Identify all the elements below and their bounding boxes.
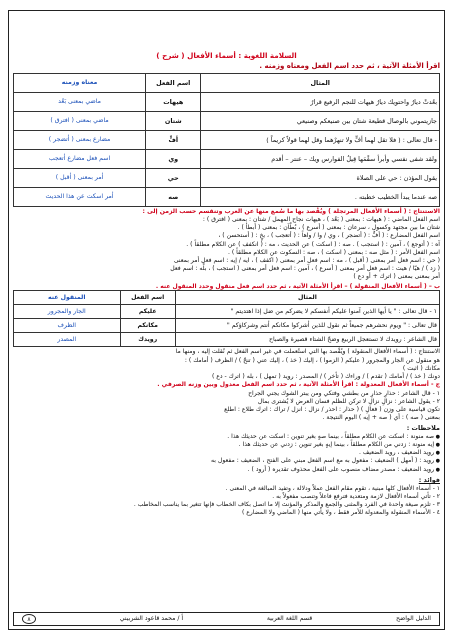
table-row xyxy=(14,333,440,347)
paragraph-line: الاستنتاج : ( أسماء الأفعال المنقولة ) ويُقْصد بها التي استُعملت في غير اسم الفعل ثم نُقلت إليه ، ومنها ما xyxy=(175,348,440,356)
paragraph-line: ( زد ) / هيّا / هيت : اسم فعل أمر بمعنى ( أسرع ) ، آمين : اسم فعل أمر بمعنى ( استجب ) ، بلْه : اسم فعل xyxy=(170,265,440,273)
paragraph-line: بمعنى ( صه ) : أي ( صه + إيه ) اليوم النتيجة . xyxy=(322,414,440,422)
note-item: ● رويد الضعيف : مصدر مضاف منصوب على الفعل محذوف تقديره ( أرود ) . xyxy=(13,466,440,474)
paragraph-line: ج - أسماء الأفعال المعدولة : اقرأ الأمثلة الآتية ، ثم حدد اسم الفعل معدول وبين وزنه الصرفي . xyxy=(157,381,440,389)
cell-example: قال الشاعر : رويدك لا تستعجل الربيع وضحّ الشتاء قصيرة والصباح xyxy=(175,333,439,347)
paragraph-line: اسم الفعل الأمر : ( مثل صه : بمعنى ( اسكت ) ، صه : السكوت عن الكلام مطلقاً ) . xyxy=(227,248,440,256)
table-row xyxy=(14,187,440,206)
paragraph-line: تكون قياسية على وزن ( فعالِ ) ( حذار : احذر / نزال : انزل / تراك : اترك طلاع : اطلع xyxy=(224,405,440,413)
table-header-row xyxy=(14,73,440,92)
cell-meaning: ماضي بمعنى بَعُد xyxy=(14,92,146,111)
footer-department: قسم اللغة العربية xyxy=(266,615,313,623)
cell-noun: أفٍّ xyxy=(146,130,201,149)
cell-example: ولقد شفى نفسي وأبرأ سقْمَها قِيلُ الفوارس ويك – عنتر – أقدم xyxy=(201,149,440,168)
header-origin: المنقول عنه xyxy=(14,291,121,305)
page-title: السلامة اللغوية : أسماء الأفعال ( شرح ) xyxy=(156,51,297,60)
table-row xyxy=(14,130,440,149)
cell-example: صه عندما يبدأ الخطيب خطبته . xyxy=(201,187,440,206)
footer-book-title: الدليل الواضح xyxy=(395,615,431,623)
cell-example: - قال تعالى : ( فلا تقل لهما أفٍّ ولا تنهرْهما وقل لهما قولاً كريماً ) xyxy=(201,130,440,149)
cell-meaning: ماضي بمعنى ( افترق ) xyxy=(14,111,146,130)
notes-list xyxy=(13,433,440,473)
header-meaning: معناه وزمنه xyxy=(14,73,146,92)
benefit-item: ١ - أسماء الأفعال كلها مبنية ، تقوم مقام الفعل عملاً ودلالة ، وتفيد المبالغة في المعنى . xyxy=(225,484,440,492)
cell-meaning: مضارع بمعنى ( أتضجر ) xyxy=(14,130,146,149)
cell-origin: الظرف xyxy=(14,319,121,333)
cell-example: ١ - قال تعالى : " يا أيها الذين آمنوا عليكم أنفسكم لا يضركم من ضل إذا اهتديتم " xyxy=(175,305,439,319)
note-item: ● رويد الضعيف ، رويد الضعيف . xyxy=(13,449,440,457)
paragraph-line: أمر بمعنى بمعنى ( اترك + أو دع ) xyxy=(353,273,440,281)
page-number: ٨ xyxy=(22,614,36,624)
conclusion-transferred xyxy=(13,348,440,421)
cell-noun: رويدك xyxy=(120,333,175,347)
conclusion-improvised xyxy=(13,208,440,281)
benefits-title: فوائد : xyxy=(418,476,440,485)
cell-example: يقول المؤذن : حي على الصلاة xyxy=(201,168,440,187)
footer-author: أ / محمد قاعود الشربيني xyxy=(119,615,184,623)
instruction: اقرأ الأمثلة الآتية ، ثم حدد اسم الفعل ومعناه وزمنه . xyxy=(259,62,440,70)
benefits-list xyxy=(13,485,440,517)
paragraph-line: اسم الفعل الماضي : ( هيهات : بمعنى ( بَعُد ) ، هيهات نجاح المهمل / شتان : بمعنى ( افترق ) : xyxy=(202,215,440,223)
notes-title: ملاحظات : xyxy=(406,423,440,432)
cell-meaning: أمر بمعنى ( أقبل ) xyxy=(14,168,146,187)
examples-table xyxy=(13,73,440,207)
table-header-row xyxy=(14,291,440,305)
cell-noun: وي xyxy=(146,149,201,168)
paragraph-line: ( حي : اسم فعل أمر بمعنى ( أقبل ) ، مه : اسم فعل أمر بمعنى ( اكفف ) ، ايه / إيه : اسم فعل أمر بمعنى xyxy=(173,256,440,264)
note-item: ● إيه منونة : زدني من الكلام مطلقاً ، بينما إيهٍ بغير تنوين : زدني عن حديثك هذا . xyxy=(13,441,440,449)
paragraph-line: دونك ( خذ ) / أمامك ( تقدم ) / وراءك ( تأخر ) / المصدر : رويد ( تمهل ) ، بله ( اترك - دع ) xyxy=(211,373,440,381)
cell-noun: مكانكم xyxy=(120,319,175,333)
note-item: ● صه منونة : اسكت عن الكلام مطلقاً ، بينما صهٍ بغير تنوين : اسكت عن حديثك هذا . xyxy=(13,433,440,441)
paragraph-line: هو منقول عن الجار والمجرور ( عليكم ( الزموا ) ، إليك ( خذ ) ، إليك عني ( تنحّ ) / الظرف ( أمامك ) : xyxy=(184,356,440,364)
cell-meaning: اسم فعل مضارع أتعجب xyxy=(14,149,146,168)
header-noun: اسم الفعل xyxy=(146,73,201,92)
document-page xyxy=(8,10,445,630)
cell-noun: حي xyxy=(146,168,201,187)
cell-noun: هيهات xyxy=(146,92,201,111)
cell-noun: عليكم xyxy=(120,305,175,319)
table-row xyxy=(14,168,440,187)
cell-noun: صه xyxy=(146,187,201,206)
cell-meaning: أمر اسكت عن هذا الحديث xyxy=(14,187,146,206)
conclusion-heading: الاستنتاج : ( أسماء الأفعال المرتجلة ) ويُقْصد بها ما سُمع منها عن العرب وتنقسم حسب الزمن إلى : xyxy=(142,207,440,215)
cell-example: قال تعالى : " ويوم نحشرهم جميعاً ثم نقول للذين أشركوا مكانكم أنتم وشركاؤكم " xyxy=(175,319,439,333)
benefit-item: ٢ - تأتي أسماء الأفعال لازمة ومتعدية فترفع فاعلاً وتنصب مفعولاً به . xyxy=(272,493,440,501)
cell-origin: المصدر xyxy=(14,333,121,347)
table-row xyxy=(14,305,440,319)
cell-noun: شتان xyxy=(146,111,201,130)
benefit-item: ٣ - تلزم صيغة واحدة في الفرد والمثنى والجمع والمذكر والمؤنث إلا ما اتصل بكاف الخطاب فإنها تتغير بما يناسب المخاطب . xyxy=(133,501,440,509)
paragraph-line: شتان ما بين مجتهد وكسول ، سرعان : بمعنى ( أسرع ) ، بُطْآن : بمعنى ( أبطأ ) . xyxy=(237,224,440,232)
benefit-item: ٤ - الأسماء المنقولة والمعدولة للأمر فقط ، ولا يأتي منها ( الماضي ولا المضارع ) xyxy=(242,509,440,517)
cell-example: جازيتموني بالوصال قطيعة شتان بين صنيعكم وصنيعي xyxy=(201,111,440,130)
table-row xyxy=(14,92,440,111)
section-heading: ب – ( أسماء الأفعال المنقولة ) – اقرأ الأمثلة الآتية ، ثم حدد اسم فعل منقول وحدد المنقول عنه . xyxy=(155,282,440,290)
cell-origin: الجار والمجرور xyxy=(14,305,121,319)
table-row xyxy=(14,111,440,130)
table-row xyxy=(14,149,440,168)
header-example: المثال xyxy=(201,73,440,92)
page-footer xyxy=(13,612,440,626)
paragraph-line: آه : ( أتوجع ) ، آمين : ( استجب ) . صه : ( اسكت ) عن الحديث ، مه : ( انكفف ) عن الكلام مطلقاً ) . xyxy=(186,240,440,248)
note-item: ● رويد : ( أمهل ) الضعيف : مفعول به مع اسم الفعل مبني على الفتح ، الضعيف : مفعول به xyxy=(13,457,440,465)
paragraph-line: اسم الفعل المضارع : ( أفٍّ : ( أتضجر ) ، وي / وا / واهاً : ( أتعجب ) ، بخٍ : ( أستحسن ) ، xyxy=(218,232,440,240)
table-row xyxy=(14,319,440,333)
header-example: المثال xyxy=(175,291,439,305)
header-noun: اسم الفعل xyxy=(120,291,175,305)
cell-example: بعُدتْ ديارُ واحتويك ديارُ هيهات للنجم الرفيع قرارُ xyxy=(201,92,440,111)
paragraph-line: مكانك ( اثبت ) xyxy=(402,364,440,372)
paragraph-line: ١ - قال الشاعر : حذارِ حذارِ من بطشي وفتكي ومن يبتر الشوك يجني الجراح xyxy=(248,389,440,397)
transferred-table xyxy=(13,290,440,347)
paragraph-line: ٢ - يقول الشاعر : نزالِ نزالِ لا تركن للظلم فسان العرض لا يُشترى بمال xyxy=(257,397,440,405)
